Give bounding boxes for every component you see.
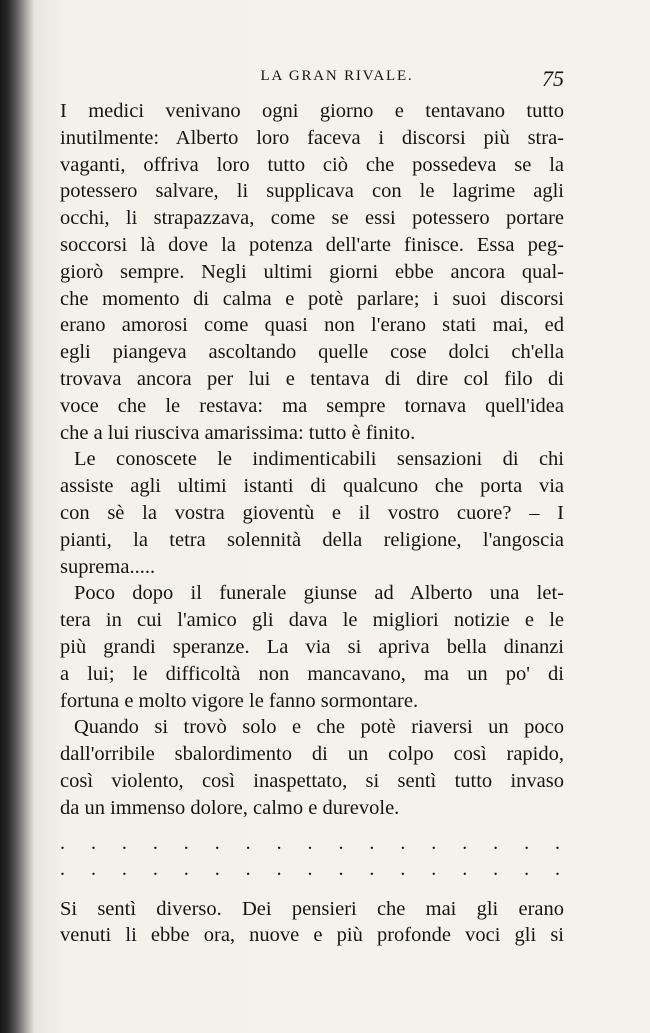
separator-dot: . xyxy=(245,831,251,854)
separator-dot: . xyxy=(307,857,313,880)
text-line: egli piangeva ascoltando quelle cose dolci ch'ella xyxy=(60,341,564,364)
text-line: voce che le restava: ma sempre tornava quell'idea xyxy=(60,394,564,417)
separator-dot: . xyxy=(90,831,96,854)
separator-dot: . xyxy=(338,831,344,854)
page-body xyxy=(60,98,564,949)
text-line: così violento, così inaspettato, si sentì tutto invaso xyxy=(60,769,564,792)
text-line: con sè la vostra gioventù e il vostro cuore? – I xyxy=(60,501,564,524)
text-line: pianti, la tetra solennità della religione, l'angoscia xyxy=(60,528,564,551)
text-line: erano amorosi come quasi non l'erano stati mai, ed xyxy=(60,314,564,337)
separator-dot: . xyxy=(183,831,189,854)
separator-dot: . xyxy=(60,831,65,854)
separator-dot: . xyxy=(152,831,158,854)
text-line: fortuna e molto vigore le fanno sormontare. xyxy=(60,689,419,712)
spacer xyxy=(60,822,564,830)
text-line: occhi, li strapazzava, come se essi potessero portare xyxy=(60,207,564,230)
page-header xyxy=(60,66,564,96)
text-line: giorò sempre. Negli ultimi giorni ebbe ancora qual- xyxy=(60,260,564,283)
text-line: a lui; le difficoltà non mancavano, ma un po' di xyxy=(60,662,564,685)
paragraph-2 xyxy=(60,446,564,580)
text-line: suprema..... xyxy=(60,555,156,578)
text-line: più grandi speranze. La via si apriva bella dinanzi xyxy=(60,635,564,658)
text-line: che momento di calma e potè parlare; i suoi discorsi xyxy=(60,287,564,310)
separator-dot: . xyxy=(555,831,560,854)
separator-dot: . xyxy=(90,857,96,880)
page-number: 75 xyxy=(542,66,564,91)
separator-dot: . xyxy=(214,831,220,854)
book-page xyxy=(34,0,650,1033)
separator-dot: . xyxy=(462,857,468,880)
text-line: Poco dopo il funerale giunse ad Alberto una let- xyxy=(74,582,564,605)
separator-dot: . xyxy=(369,831,375,854)
separator-dot: . xyxy=(121,857,127,880)
separator-dot: . xyxy=(524,857,530,880)
text-line: Le conoscete le indimenticabili sensazioni di chi xyxy=(74,448,564,471)
text-line: vaganti, offriva loro tutto ciò che possedeva se la xyxy=(60,153,564,176)
separator-dot: . xyxy=(276,831,282,854)
separator-dot: . xyxy=(431,831,437,854)
book-spine-shadow xyxy=(0,0,34,1033)
paragraph-5 xyxy=(60,896,564,950)
paragraph-3 xyxy=(60,580,564,714)
separator-dot: . xyxy=(307,831,313,854)
paragraph-1 xyxy=(60,98,564,446)
text-line: Si sentì diverso. Dei pensieri che mai gli erano xyxy=(60,897,564,920)
running-title: LA GRAN RIVALE. xyxy=(260,68,414,84)
text-line: da un immenso dolore, calmo e durevole. xyxy=(60,796,400,819)
separator-dot: . xyxy=(431,857,437,880)
separator-dot: . xyxy=(369,857,375,880)
separator-dot-row xyxy=(60,856,564,882)
text-line: soccorsi là dove la potenza dell'arte finisce. Essa peg- xyxy=(60,233,564,256)
separator-dot: . xyxy=(338,857,344,880)
separator-dot: . xyxy=(493,857,499,880)
separator-dot: . xyxy=(462,831,468,854)
separator-dot: . xyxy=(60,857,65,880)
separator-dot: . xyxy=(400,831,406,854)
separator-dot: . xyxy=(555,857,560,880)
separator-dot: . xyxy=(183,857,189,880)
spacer xyxy=(60,882,564,896)
text-line: assiste agli ultimi istanti di qualcuno che porta via xyxy=(60,475,564,498)
text-line: Quando si trovò solo e che potè riaversi un poco xyxy=(74,716,564,739)
paragraph-4 xyxy=(60,714,564,821)
separator-dot: . xyxy=(152,857,158,880)
separator-dot-row xyxy=(60,830,564,856)
text-line: trovava ancora per lui e tentava di dire col filo di xyxy=(60,367,564,390)
separator-dot: . xyxy=(400,857,406,880)
separator-dot: . xyxy=(121,831,127,854)
separator-dot: . xyxy=(524,831,530,854)
text-line: dall'orribile sbalordimento di un colpo così rapido, xyxy=(60,743,564,766)
separator-dot: . xyxy=(493,831,499,854)
text-line: potessero salvare, li supplicava con le lagrime agli xyxy=(60,180,564,203)
separator-dot: . xyxy=(245,857,251,880)
separator-dot: . xyxy=(276,857,282,880)
separator-dot: . xyxy=(214,857,220,880)
text-line: I medici venivano ogni giorno e tentavano tutto xyxy=(60,100,564,122)
text-line: venuti li ebbe ora, nuove e più profonde voci gli si xyxy=(60,924,564,947)
text-line: inutilmente: Alberto loro faceva i discorsi più stra- xyxy=(60,126,564,149)
text-line: tera in cui l'amico gli dava le migliori notizie e le xyxy=(60,609,564,632)
text-line: che a lui riusciva amarissima: tutto è finito. xyxy=(60,421,416,444)
